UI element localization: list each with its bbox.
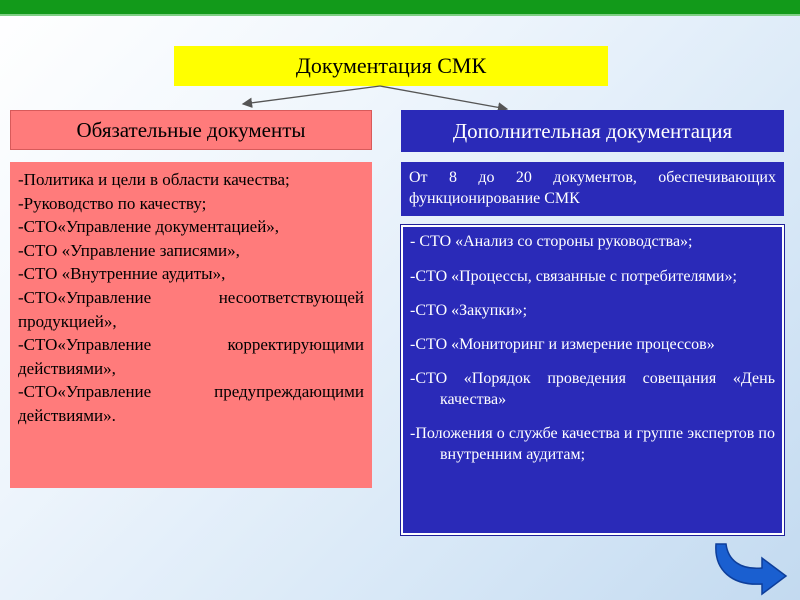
list-item: -СТО «Закупки»; <box>410 302 528 319</box>
list-item: -СТО «Процессы, связанные с потребителями»; <box>410 268 737 285</box>
list-item: -СТО «Порядок проведения совещания «День качества» <box>410 370 775 408</box>
mandatory-docs-list <box>10 162 372 488</box>
arrow-to-left <box>243 86 380 104</box>
top-bar-line <box>0 14 800 16</box>
mandatory-docs-header-text: Обязательные документы <box>76 117 306 142</box>
arrow-to-right <box>380 86 507 109</box>
list-item: -СТО «Управление записями», <box>18 240 240 260</box>
list-item: -СТО«Управление документацией», <box>18 217 280 237</box>
diagram-title <box>174 46 608 86</box>
curved-arrow-next-icon[interactable] <box>710 540 790 598</box>
list-item: -СТО «Мониторинг и измерение процессов» <box>410 336 715 353</box>
list-item: -Политика и цели в области качества; <box>18 170 290 189</box>
list-item: - СТО «Анализ со стороны руководства»; <box>410 233 693 250</box>
additional-docs-header-text: Дополнительная документация <box>452 118 733 143</box>
top-bar <box>0 0 800 14</box>
list-item: -Руководство по качеству; <box>18 193 207 213</box>
list-item: -Положения о службе качества и группе экспертов по внутренним аудитам; <box>410 425 775 463</box>
list-item: -СТО«Управление корректирующими действиями», <box>18 335 364 378</box>
list-item: -СТО«Управление предупреждающими действиями». <box>18 382 364 425</box>
mandatory-docs-header <box>10 110 372 150</box>
additional-docs-subheader <box>401 162 784 216</box>
additional-docs-subheader-text: От 8 до 20 документов, обеспечивающих функционирование СМК <box>409 169 776 207</box>
additional-docs-header <box>401 110 784 152</box>
diagram-title-text: Документация СМК <box>295 53 487 78</box>
additional-docs-list <box>401 225 784 535</box>
list-item: -СТО«Управление несоответствующей продукцией», <box>18 287 364 331</box>
list-item: -СТО «Внутренние аудиты», <box>18 264 226 284</box>
